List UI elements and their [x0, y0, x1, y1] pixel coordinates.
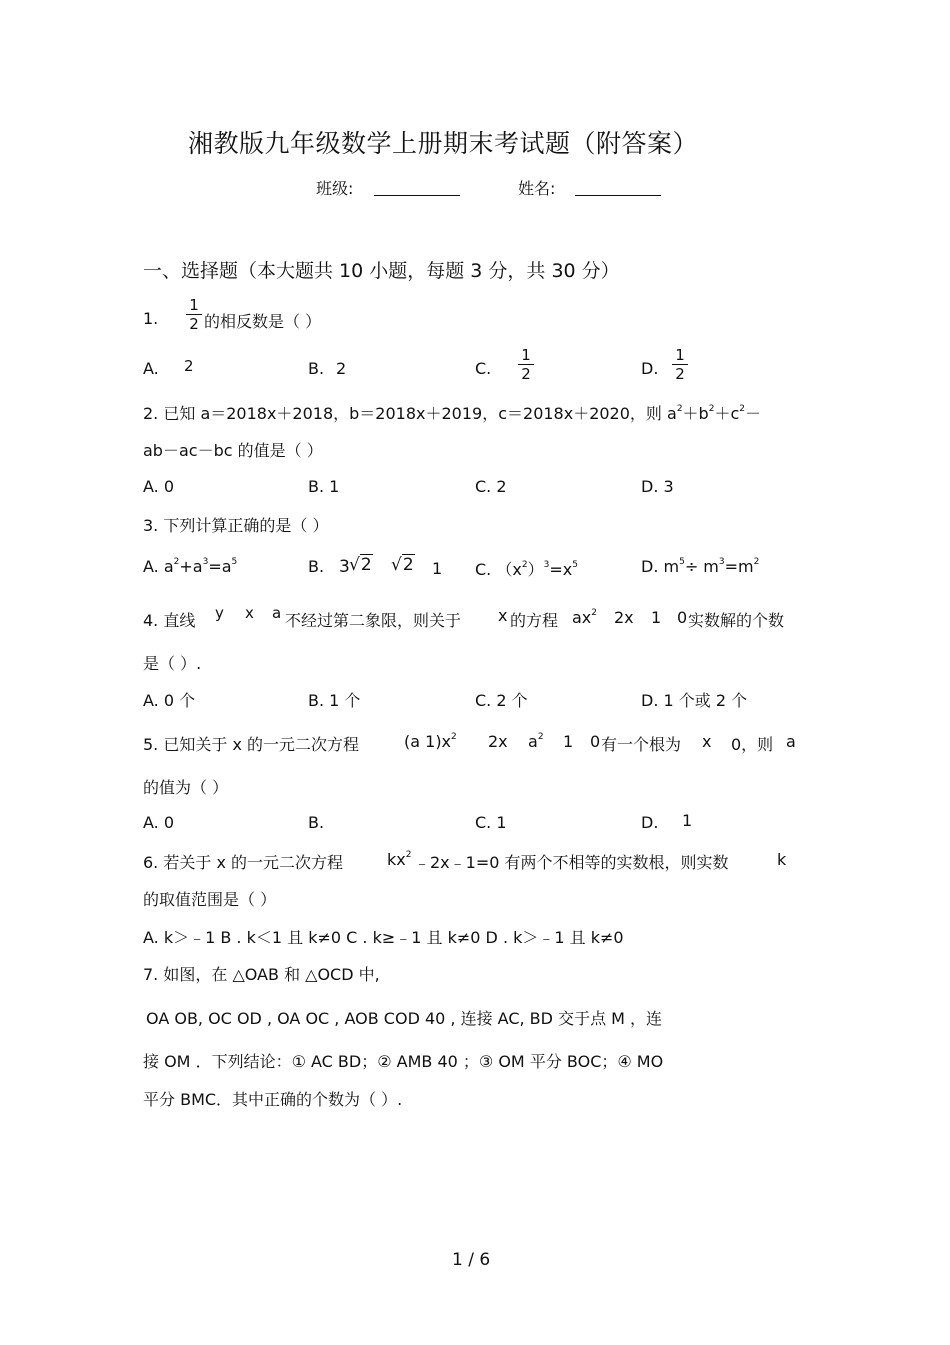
q4-option-b: B. 1 个 [308, 691, 361, 710]
q3-b-radicand2: 2 [402, 555, 414, 575]
q3-d-s3: 2 [753, 557, 760, 567]
q4-p9: 2x [614, 608, 634, 627]
q1-c-den: 2 [521, 365, 531, 383]
q1-option-d-label: D. [641, 359, 659, 378]
q2-plus-c: ＋c [714, 404, 740, 423]
name-label: 姓名: [518, 179, 556, 198]
q3-a-s3: 5 [231, 557, 238, 567]
q4-p1: 4. 直线 [143, 611, 196, 630]
q1-frac-den: 2 [189, 315, 199, 333]
q2-option-b: B. 1 [308, 477, 340, 496]
q3-d-eq: =m [724, 557, 754, 576]
q3-a-s1: 2 [173, 557, 180, 567]
q4-p3: x [245, 604, 254, 622]
q3-option-c [475, 557, 578, 580]
q4-p12: 实数解的个数 [688, 611, 785, 630]
q6-p2-text: kx [387, 850, 406, 869]
q2-option-d: D. 3 [641, 477, 674, 496]
q2-minus: － [745, 404, 762, 423]
q1-fraction [186, 296, 202, 333]
q3-a-s2: 3 [202, 557, 209, 567]
q4-stem-line2: 是（ ）. [143, 654, 202, 673]
q1-c-num: 1 [521, 346, 531, 364]
q6-p1: 6. 若关于 x 的一元二次方程 [143, 853, 343, 872]
q1-option-c-fraction [518, 346, 534, 383]
q2-stem-line2: ab－ac－bc 的值是（ ） [143, 441, 323, 460]
q3-option-b-sqrt1 [349, 555, 373, 575]
q4-p4: a [272, 604, 282, 622]
sqrt-icon: √ [391, 555, 402, 575]
q4-p7: 的方程 [510, 611, 559, 630]
q1-option-a-label: A. [143, 359, 159, 378]
q6-p2-sup: 2 [405, 850, 412, 860]
page-title: 湘教版九年级数学上册期末考试题（附答案） [188, 129, 699, 158]
q6-p3: ﹣2x﹣1=0 有两个不相等的实数根，则实数 [414, 853, 729, 872]
q5-p5: 1 [563, 732, 574, 751]
q3-d-mid: ÷ m [684, 557, 719, 576]
q4-option-d: D. 1 个或 2 个 [641, 691, 748, 710]
q5-stem-line2: 的值为（ ） [143, 778, 229, 797]
q3-option-d [641, 557, 759, 576]
q4-p5: 不经过第二象限，则关于 [285, 611, 462, 630]
q7-line4: 平分 BMC．其中正确的个数为（ ）. [143, 1090, 403, 1109]
q5-option-d-value: 1 [682, 811, 693, 830]
q5-p2 [404, 732, 457, 751]
q4-p2: y [215, 604, 224, 622]
sqrt-icon: √ [349, 555, 360, 575]
q3-option-b-coef: 3 [339, 557, 350, 577]
q3-b-radicand1: 2 [360, 555, 372, 575]
q2-sup2: 2 [708, 404, 715, 414]
section-heading: 一、选择题（本大题共 10 小题，每题 3 分，共 30 分） [143, 260, 620, 282]
q7-line3: 接 OM ．下列结论：① AC BD；② AMB 40 ；③ OM 平分 BOC；④ MO [143, 1052, 664, 1071]
q5-option-a: A. 0 [143, 813, 175, 832]
q5-p3: 2x [488, 732, 508, 751]
q1-stem: 的相反数是（ ） [204, 312, 322, 331]
q6-p2 [387, 850, 411, 869]
q4-p8 [572, 608, 597, 627]
q3-d-pre: D. m [641, 557, 680, 576]
q6-options: A. k＞﹣1 B . k＜1 且 k≠0 C . k≥﹣1 且 k≠0 D . k＞﹣1 且 k≠0 [143, 928, 624, 947]
q5-p4-text: a [528, 732, 538, 751]
q5-p7: 有一个根为 [601, 735, 682, 754]
q1-option-a-value: 2 [184, 357, 194, 375]
q3-d-s1: 5 [679, 557, 685, 567]
q1-d-den: 2 [675, 365, 685, 383]
q3-option-b-label: B. [308, 557, 325, 576]
q4-option-a: A. 0 个 [143, 691, 196, 710]
q1-option-c-label: C. [475, 359, 492, 378]
q1-d-num: 1 [675, 346, 685, 364]
q4-p8-text: ax [572, 608, 592, 627]
q7-line2: OA OB, OC OD , OA OC , AOB COD 40 , 连接 AC, BD 交于点 M ，连 [146, 1009, 663, 1028]
q5-p4 [528, 732, 544, 751]
page-number: 1 / 6 [452, 1250, 491, 1270]
q1-number: 1. [143, 309, 159, 328]
q5-p6: 0 [590, 732, 601, 751]
q3-c-s2: 3 [543, 560, 550, 570]
q4-p6: x [498, 606, 508, 625]
q5-p4-sup: 2 [537, 732, 544, 742]
q3-c-s1: 2 [521, 560, 528, 570]
q2-option-c: C. 2 [475, 477, 507, 496]
q1-option-b-value: 2 [336, 359, 347, 378]
q7-line1: 7. 如图，在 △OAB 和 △OCD 中, [143, 965, 380, 984]
q3-a-mid: +a [179, 557, 203, 576]
q3-d-s2: 3 [718, 557, 725, 567]
q4-p11: 0 [677, 608, 688, 627]
q2-sup1: 2 [676, 404, 683, 414]
q6-p4: k [777, 850, 787, 869]
q5-p10: a [786, 732, 796, 751]
q4-p10: 1 [651, 608, 662, 627]
q5-p1: 5. 已知关于 x 的一元二次方程 [143, 735, 359, 754]
q4-option-c: C. 2 个 [475, 691, 528, 710]
q1-option-b-label: B. [308, 359, 325, 378]
q3-a-eq: =a [208, 557, 232, 576]
class-blank[interactable] [374, 195, 460, 196]
q2-sup3: 2 [739, 404, 745, 414]
q3-c-pre: C. （x [475, 560, 522, 579]
q3-a-pre: A. a [143, 557, 174, 576]
q3-c-s3: 5 [572, 560, 578, 570]
q2-option-a: A. 0 [143, 477, 175, 496]
q3-c-eq: =x [549, 560, 573, 579]
q5-p2-text: (a 1)x [404, 732, 452, 751]
q4-p8-sup: 2 [591, 608, 598, 618]
q5-p2-sup: 2 [451, 732, 457, 742]
q6-stem-line2: 的取值范围是（ ） [143, 890, 277, 909]
q3-option-b-sqrt2 [391, 555, 415, 575]
q1-option-d-fraction [672, 346, 688, 383]
q5-option-d-label: D. [641, 813, 659, 832]
q3-option-b-tail: 1 [432, 559, 443, 578]
q5-p8: x [702, 732, 712, 751]
q2-line1-text: 2. 已知 a＝2018x＋2018，b＝2018x＋2019，c＝2018x＋2020，则 a [143, 404, 677, 423]
q5-p9: 0，则 [731, 735, 774, 754]
q2-stem-line1 [143, 401, 761, 424]
q3-stem: 3. 下列计算正确的是（ ） [143, 516, 329, 535]
q2-plus-b: ＋b [682, 404, 709, 423]
q3-c-mid: ） [527, 560, 544, 579]
q5-option-b: B. [308, 813, 325, 832]
q1-frac-num: 1 [189, 296, 199, 314]
q5-option-c: C. 1 [475, 813, 507, 832]
name-blank[interactable] [575, 195, 661, 196]
q3-option-a [143, 557, 237, 576]
class-label: 班级: [316, 179, 354, 198]
